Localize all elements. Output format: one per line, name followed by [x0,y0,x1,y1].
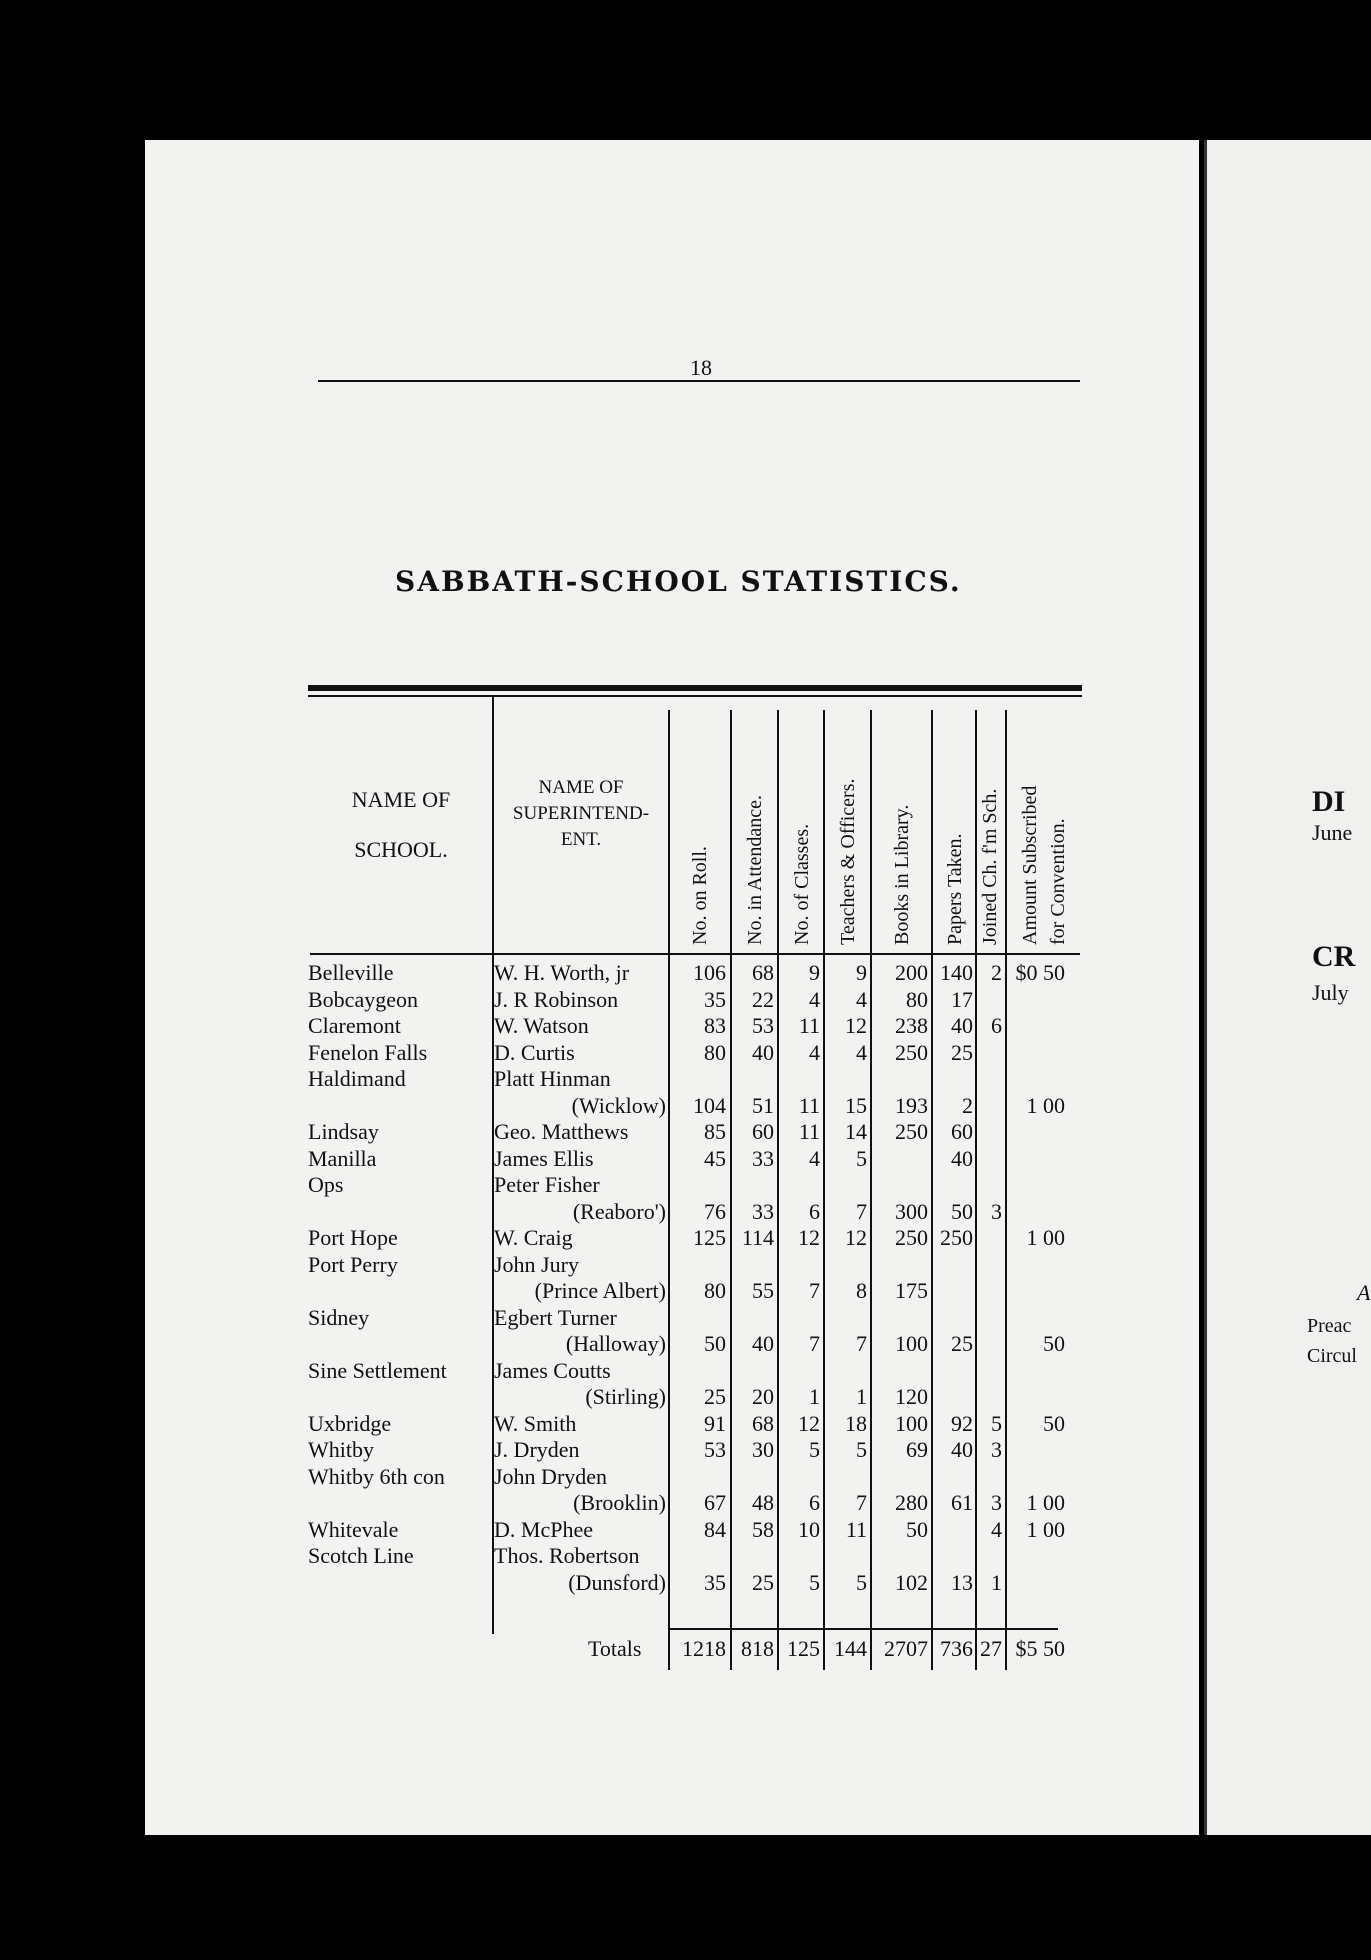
cell-classes: 5 [809,1569,820,1595]
cell-joined: 3 [991,1198,1002,1224]
cell-school: Whitby [308,1437,374,1462]
cell-superintendent: John Dryden [494,1463,608,1489]
cell-papers: 60 [951,1119,973,1144]
header-papers: Papers Taken. [944,833,966,945]
right-page-text-preac: Preac [1307,1315,1352,1337]
cell-attendance: 25 [752,1569,774,1595]
total-books: 2707 [884,1636,928,1661]
cell-attendance: 20 [752,1384,774,1409]
header-school-line-1: NAME OF [351,787,451,812]
page-title: SABBATH-SCHOOL STATISTICS. [395,565,962,598]
total-attendance: 818 [741,1636,774,1661]
header-attendance: No. in Attendance. [744,795,766,945]
cell-teachers: 5 [856,1569,867,1595]
total-joined: 27 [980,1636,1002,1661]
right-page-heading-2: CR [1312,940,1356,973]
cell-roll: 91 [704,1410,726,1436]
divider-books-papers [931,710,933,1670]
cell-superintendent: J. R Robinson [494,986,619,1012]
cell-superintendent: John Jury [494,1251,579,1277]
cell-roll: 35 [704,1569,726,1595]
cell-joined: 3 [991,1490,1002,1515]
header-school-line-2: SCHOOL. [354,837,448,862]
cell-classes: 7 [809,1331,820,1356]
cell-attendance: 22 [752,986,774,1012]
cell-superintendent: (Wicklow) [571,1092,666,1118]
cell-superintendent: (Prince Albert) [534,1278,666,1303]
cell-roll: 80 [704,1278,726,1303]
header-teachers: Teachers & Officers. [837,778,859,945]
cell-teachers: 15 [845,1092,867,1118]
cell-school: Lindsay [308,1119,379,1144]
cell-papers: 61 [951,1490,973,1515]
cell-amount: 50 [1043,1331,1065,1356]
cell-roll: 76 [704,1198,726,1224]
cell-classes: 5 [809,1437,820,1462]
cell-attendance: 40 [752,1331,774,1356]
page-number: 18 [690,355,712,380]
cell-roll: 84 [704,1516,726,1542]
cell-papers: 2 [962,1092,973,1118]
right-page [1204,140,1371,1835]
cell-attendance: 40 [752,1039,774,1065]
cell-teachers: 7 [856,1198,867,1224]
cell-school: Ops [308,1172,344,1197]
cell-amount: 1 00 [1026,1225,1065,1250]
cell-books: 280 [895,1490,928,1515]
total-classes: 125 [787,1636,820,1661]
cell-roll: 50 [704,1331,726,1356]
cell-teachers: 4 [856,986,867,1012]
cell-teachers: 9 [856,960,867,985]
cell-books: 300 [895,1198,928,1224]
cell-school: Haldimand [308,1066,406,1091]
cell-superintendent: (Stirling) [585,1384,666,1409]
cell-papers: 140 [940,960,973,985]
cell-attendance: 53 [752,1013,774,1038]
cell-books: 100 [895,1410,928,1436]
cell-teachers: 14 [845,1119,867,1144]
cell-superintendent: W. Watson [494,1013,589,1038]
cell-superintendent: D. McPhee [494,1516,593,1542]
cell-school: Whitevale [308,1516,399,1542]
header-sup-line-2: SUPERINTEND- [512,803,650,824]
cell-attendance: 33 [752,1198,774,1224]
cell-teachers: 4 [856,1039,867,1065]
cell-roll: 80 [704,1039,726,1065]
cell-attendance: 48 [752,1490,774,1515]
cell-classes: 7 [809,1278,820,1303]
cell-books: 100 [895,1331,928,1356]
header-books: Books in Library. [891,804,913,945]
cell-books: 238 [895,1013,928,1038]
cell-books: 250 [895,1225,928,1250]
cell-school: Fenelon Falls [308,1039,428,1065]
cell-teachers: 11 [845,1516,867,1542]
cell-teachers: 12 [845,1013,867,1038]
cell-superintendent: James Coutts [494,1357,611,1383]
cell-books: 175 [895,1278,928,1303]
cell-school: Port Perry [308,1251,398,1277]
header-roll: No. on Roll. [689,846,711,945]
cell-classes: 12 [798,1225,820,1250]
cell-amount: 1 00 [1026,1516,1065,1542]
cell-school: Belleville [308,960,394,985]
cell-joined: 3 [991,1437,1002,1462]
cell-teachers: 8 [856,1278,867,1303]
right-page-text-july: July [1312,980,1349,1005]
cell-classes: 12 [798,1410,820,1436]
cell-attendance: 68 [752,960,774,985]
cell-classes: 11 [798,1092,820,1118]
cell-school: Port Hope [308,1225,398,1250]
cell-papers: 13 [951,1569,973,1595]
totals-rule [668,1628,1058,1630]
cell-classes: 9 [809,960,820,985]
cell-school: Manilla [308,1145,377,1171]
header-amount: Amount Subscribed [1019,785,1041,945]
right-page-letter: A [1357,1280,1371,1305]
cell-classes: 10 [798,1516,820,1542]
cell-superintendent: Peter Fisher [494,1172,600,1197]
cell-joined: 2 [991,960,1002,985]
cell-amount: 1 00 [1026,1092,1065,1118]
cell-attendance: 55 [752,1278,774,1303]
cell-attendance: 114 [741,1225,774,1250]
cell-superintendent: W. H. Worth, jr [494,960,630,985]
cell-teachers: 7 [856,1331,867,1356]
total-papers: 736 [940,1636,973,1661]
cell-classes: 6 [809,1198,820,1224]
cell-attendance: 68 [752,1410,774,1436]
cell-teachers: 18 [845,1410,867,1436]
cell-school: Scotch Line [308,1543,414,1568]
cell-superintendent: (Halloway) [565,1331,666,1356]
cell-classes: 4 [809,1145,820,1171]
cell-books: 80 [906,986,928,1012]
cell-superintendent: W. Craig [494,1225,573,1250]
cell-papers: 92 [951,1410,973,1436]
right-page-text-circul: Circul [1307,1345,1357,1367]
header-classes: No. of Classes. [791,823,813,945]
cell-superintendent: Platt Hinman [494,1066,611,1091]
cell-joined: 5 [991,1410,1002,1436]
cell-papers: 25 [951,1039,973,1065]
cell-roll: 25 [704,1384,726,1409]
header-joined: Joined Ch. f'm Sch. [979,788,1001,945]
cell-superintendent: J. Dryden [494,1437,580,1462]
cell-roll: 45 [704,1145,726,1171]
cell-attendance: 51 [752,1092,774,1118]
cell-attendance: 58 [752,1516,774,1542]
cell-classes: 6 [809,1490,820,1515]
cell-superintendent: Egbert Turner [494,1304,617,1330]
cell-school: Sine Settlement [308,1357,447,1383]
cell-teachers: 5 [856,1145,867,1171]
total-roll: 1218 [682,1636,726,1661]
totals-label: Totals [588,1636,642,1661]
cell-books: 102 [895,1569,928,1595]
header-convention: for Convention. [1047,818,1069,945]
cell-classes: 11 [798,1119,820,1144]
header-rule [318,380,1080,382]
cell-amount: 50 [1043,1410,1065,1436]
cell-amount: $0 50 [1015,960,1065,985]
cell-books: 250 [895,1119,928,1144]
cell-papers: 40 [951,1437,973,1462]
cell-books: 200 [895,960,928,985]
cell-joined: 1 [991,1569,1002,1595]
cell-classes: 4 [809,986,820,1012]
header-school [310,775,492,875]
cell-roll: 35 [704,986,726,1012]
cell-roll: 106 [693,960,726,985]
header-sup-line-3: ENT. [560,829,602,850]
right-page-heading-1: DI [1312,785,1346,818]
cell-teachers: 5 [856,1437,867,1462]
cell-roll: 85 [704,1119,726,1144]
cell-superintendent: James Ellis [494,1145,594,1171]
cell-papers: 50 [951,1198,973,1224]
cell-classes: 11 [798,1013,820,1038]
cell-superintendent: (Dunsford) [568,1569,666,1595]
cell-teachers: 7 [856,1490,867,1515]
total-teachers: 144 [834,1636,867,1661]
cell-superintendent: D. Curtis [494,1039,575,1065]
cell-attendance: 33 [752,1145,774,1171]
cell-books: 250 [895,1039,928,1065]
cell-papers: 250 [940,1225,973,1250]
cell-school: Whitby 6th con [308,1463,445,1489]
cell-school: Sidney [308,1304,370,1330]
cell-roll: 104 [693,1092,726,1118]
cell-school: Uxbridge [308,1410,392,1436]
cell-books: 193 [895,1092,928,1118]
cell-superintendent: Geo. Matthews [494,1119,629,1144]
cell-roll: 83 [704,1013,726,1038]
table-top-thick-rule [308,685,1082,691]
header-underline [310,953,1080,955]
cell-superintendent: (Reaboro') [572,1198,666,1224]
cell-attendance: 60 [752,1119,774,1144]
cell-joined: 4 [991,1516,1002,1542]
right-page-text-june: June [1312,820,1353,845]
cell-papers: 25 [951,1331,973,1356]
cell-classes: 4 [809,1039,820,1065]
cell-books: 69 [906,1437,928,1462]
cell-attendance: 30 [752,1437,774,1462]
cell-teachers: 12 [845,1225,867,1250]
cell-superintendent: (Brooklin) [573,1490,666,1515]
total-amount: $5 50 [1015,1636,1065,1661]
header-superintendent [494,775,668,853]
cell-school: Claremont [308,1013,401,1038]
cell-roll: 53 [704,1437,726,1462]
cell-school: Bobcaygeon [308,986,418,1012]
cell-papers: 17 [951,986,973,1012]
header-sup-line-1: NAME OF [538,777,624,798]
cell-books: 120 [895,1384,928,1409]
cell-superintendent: W. Smith [494,1410,577,1436]
cell-roll: 67 [704,1490,726,1515]
cell-amount: 1 00 [1026,1490,1065,1515]
cell-joined: 6 [991,1013,1002,1038]
cell-superintendent: Thos. Robertson [494,1543,640,1568]
cell-papers: 40 [951,1013,973,1038]
cell-teachers: 1 [856,1384,867,1409]
cell-books: 50 [906,1516,928,1542]
cell-papers: 40 [951,1145,973,1171]
cell-roll: 125 [693,1225,726,1250]
cell-classes: 1 [809,1384,820,1409]
